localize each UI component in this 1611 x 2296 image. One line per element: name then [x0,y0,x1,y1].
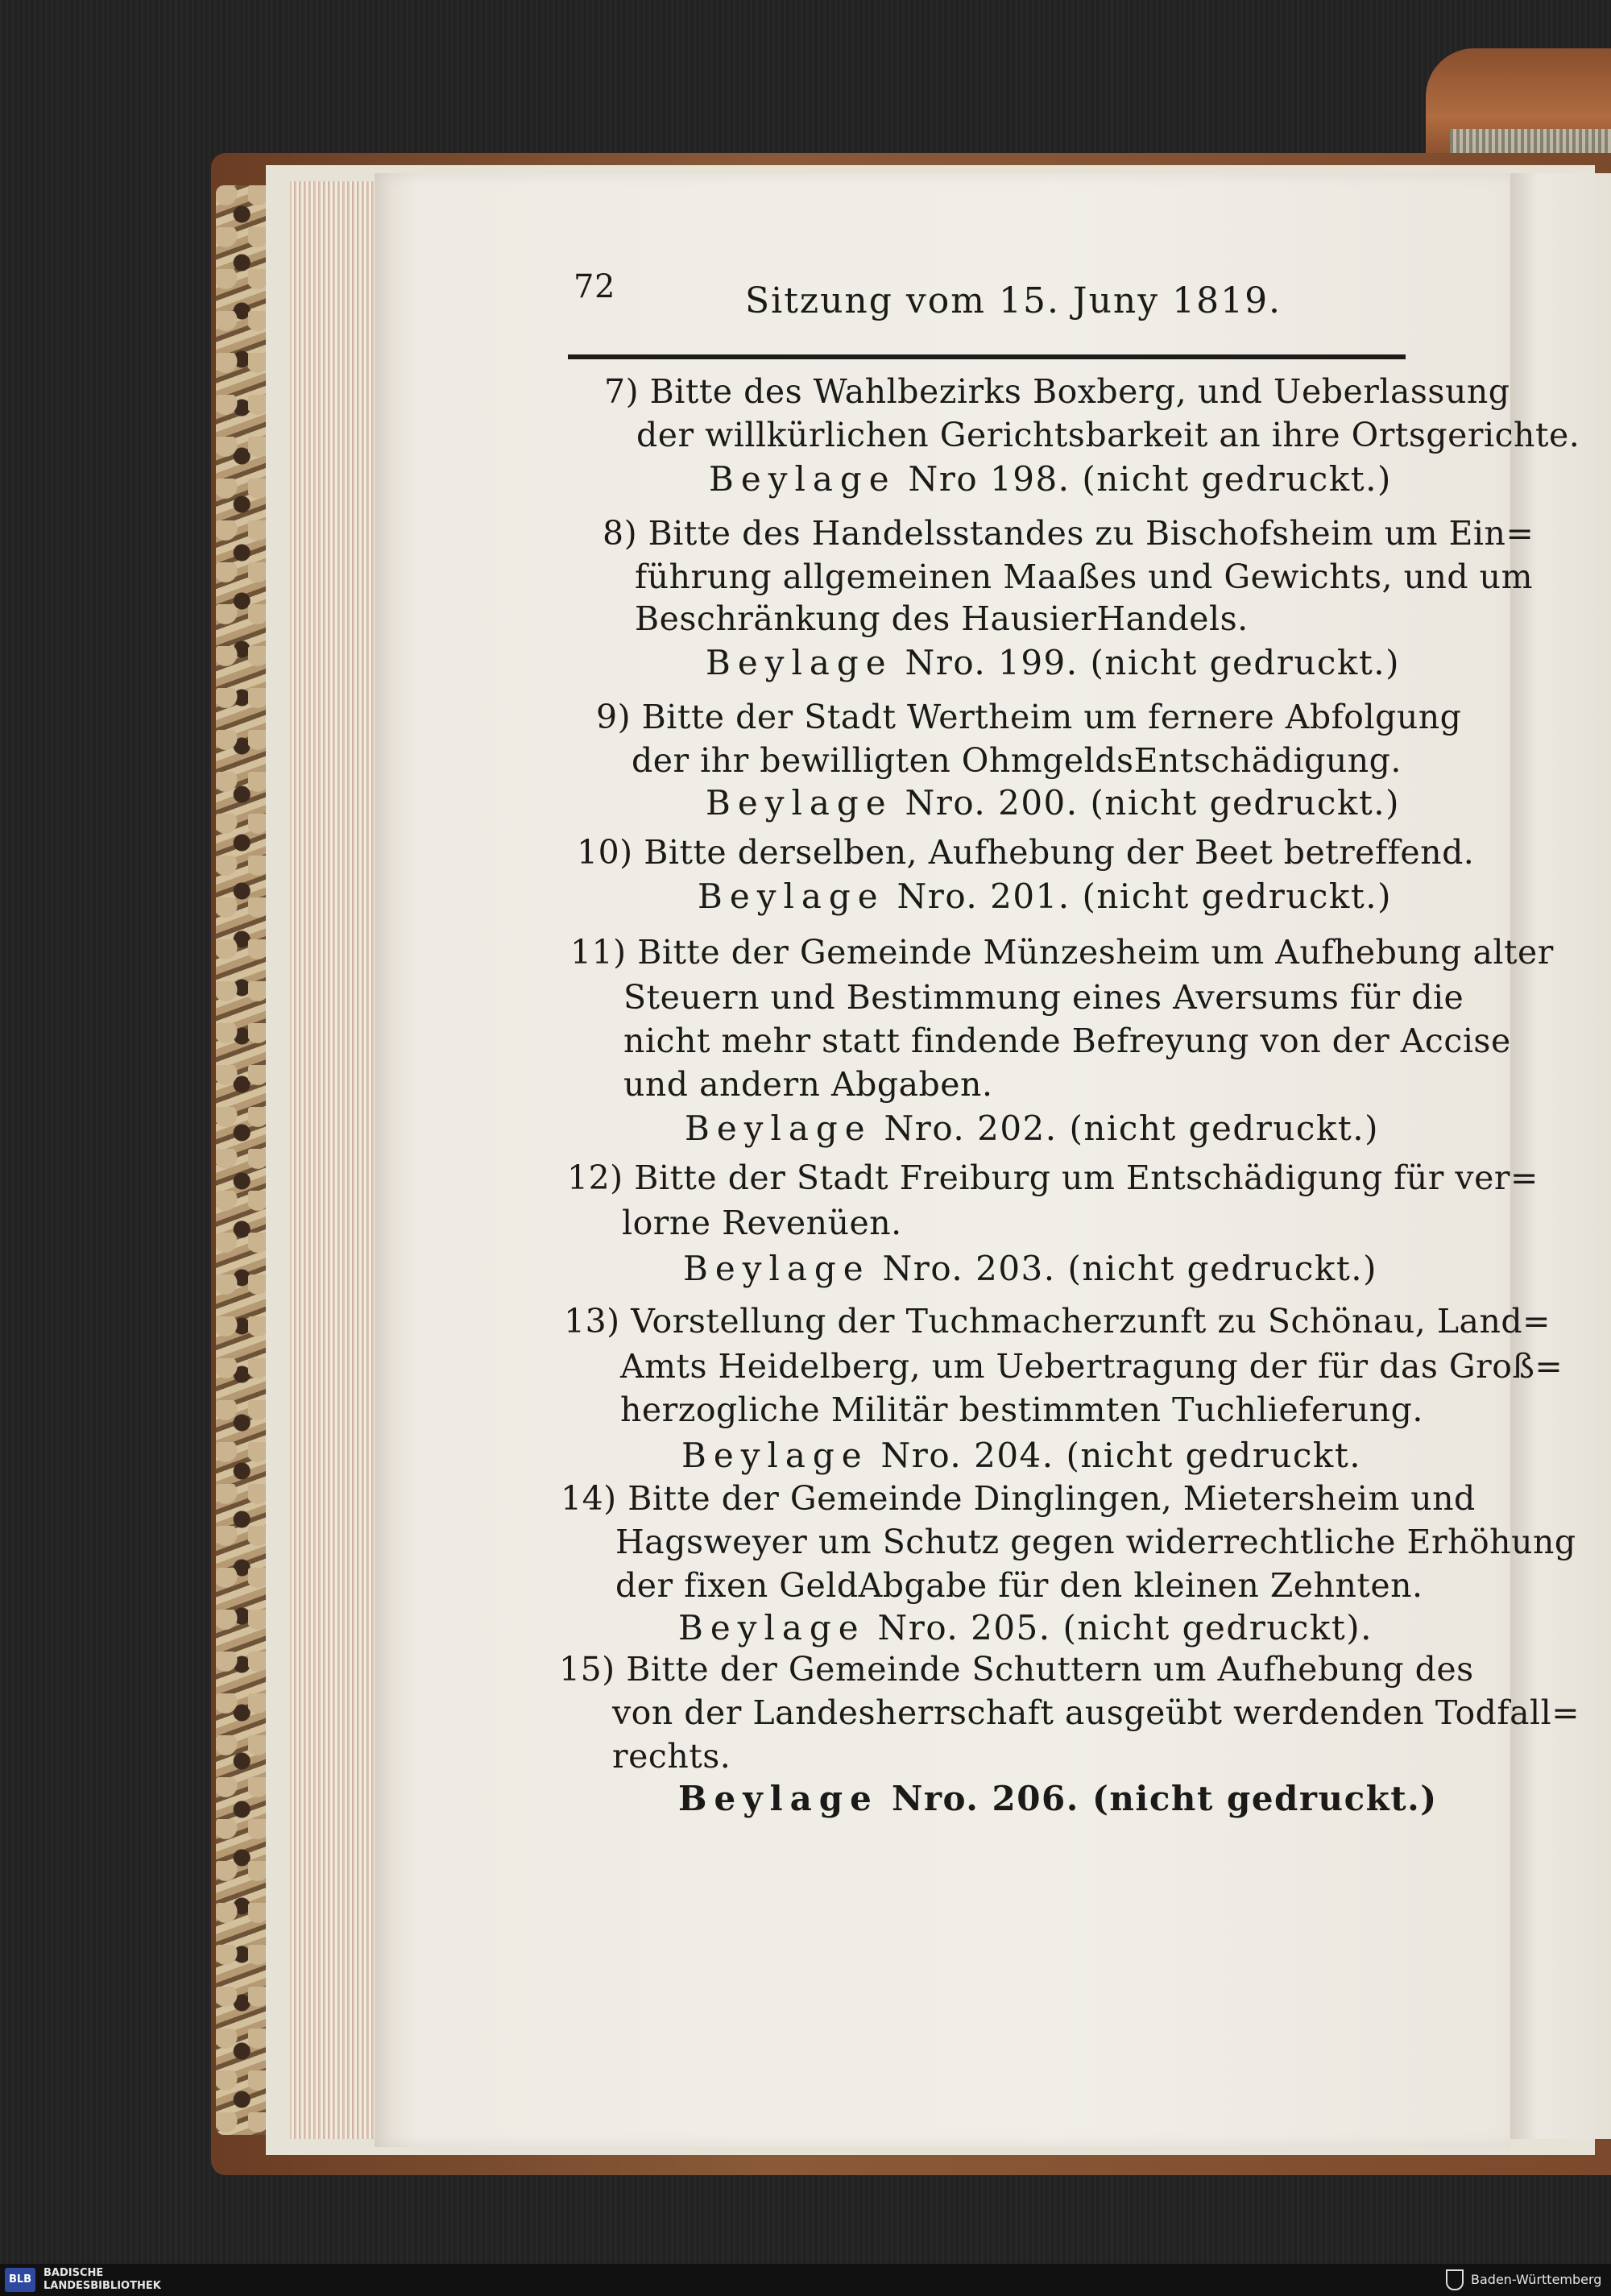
text-line: nicht mehr statt findende Befreyung von der Accise [623,1022,1511,1060]
beylage-ref: Nro. 206. (nicht gedruckt.) [892,1779,1438,1818]
beylage-line [685,1109,1379,1148]
text-line: 8) Bitte des Handelsstandes zu Bischofsheim um Ein= [603,514,1534,553]
facing-page-edge [1506,173,1611,2139]
beylage-ref: Nro. 204. (nicht gedruckt. [880,1436,1362,1475]
beylage-line [698,877,1392,916]
blb-logo-icon: BLB [5,2268,35,2292]
text-line: rechts. [612,1737,731,1776]
beylage-line [706,783,1400,823]
text-line: führung allgemeinen Maaßes und Gewichts, und um [635,557,1533,596]
header-rule [568,354,1406,359]
beylage-ref: Nro. 199. (nicht gedruckt.) [905,643,1400,682]
page-edges [290,181,379,2139]
beylage-label: Beylage [706,783,893,823]
beylage-label: Beylage [685,1109,872,1148]
beylage-ref: Nro. 200. (nicht gedruckt.) [905,783,1400,823]
beylage-line [681,1436,1361,1475]
text-line: 14) Bitte der Gemeinde Dinglingen, Mietersheim und [561,1479,1476,1518]
text-line: und andern Abgaben. [623,1065,993,1104]
beylage-ref: Nro. 203. (nicht gedruckt.) [882,1249,1377,1288]
library-name-line2: LANDESBIBLIOTHEK [43,2280,161,2292]
beylage-line [678,1608,1373,1647]
beylage-line [709,459,1392,499]
beylage-label: Beylage [706,643,893,682]
text-line: 13) Vorstellung der Tuchmacherzunft zu Schönau, Land= [564,1302,1551,1341]
beylage-label: Beylage [683,1249,871,1288]
beylage-label: Beylage [709,459,897,499]
beylage-label: Beylage [681,1436,869,1475]
library-name-line1: BADISCHE [43,2267,104,2279]
text-line: 7) Bitte des Wahlbezirks Boxberg, und Ueberlassung [604,372,1510,411]
beylage-label: Beylage [678,1608,866,1647]
running-head: Sitzung vom 15. Juny 1819. [745,280,1282,321]
beylage-label: Beylage [678,1779,879,1818]
beylage-line [706,643,1400,682]
text-line: der ihr bewilligten OhmgeldsEntschädigung. [632,741,1402,780]
text-line: herzogliche Militär bestimmten Tuchlieferung. [620,1390,1423,1429]
text-line: 10) Bitte derselben, Aufhebung der Beet betreffend. [577,833,1475,872]
text-line: Hagsweyer um Schutz gegen widerrechtliche Erhöhung [615,1523,1576,1561]
beylage-ref: Nro 198. (nicht gedruckt.) [908,459,1392,499]
text-line: 11) Bitte der Gemeinde Münzesheim um Aufhebung alter [570,933,1554,972]
page-number: 72 [574,268,615,305]
text-line: Steuern und Bestimmung eines Aversums für die [623,978,1464,1017]
beylage-ref: Nro. 205. (nicht gedruckt). [877,1608,1373,1647]
state-label: Baden-Württemberg [1471,2272,1602,2287]
text-line: der fixen GeldAbgabe für den kleinen Zehnten. [615,1566,1423,1605]
beylage-ref: Nro. 201. (nicht gedruckt.) [897,877,1392,916]
coat-of-arms-icon [1446,2269,1464,2290]
marbled-cover-edge [216,185,266,2135]
text-line: 12) Bitte der Stadt Freiburg um Entschädigung für ver= [567,1158,1539,1197]
library-name [43,2267,161,2293]
text-line: Beschränkung des HausierHandels. [635,599,1249,638]
text-line: von der Landesherrschaft ausgeübt werdenden Todfall= [612,1693,1580,1732]
text-line: 9) Bitte der Stadt Wertheim um fernere Abfolgung [596,698,1462,736]
beylage-line [678,1779,1438,1818]
text-line: 15) Bitte der Gemeinde Schuttern um Aufhebung des [559,1650,1474,1689]
beylage-label: Beylage [698,877,885,916]
text-line: lorne Revenüen. [622,1204,902,1242]
text-line: der willkürlichen Gerichtsbarkeit an ihre Ortsgerichte. [636,416,1580,454]
beylage-ref: Nro. 202. (nicht gedruckt.) [884,1109,1379,1148]
text-line: Amts Heidelberg, um Uebertragung der für das Groß= [620,1347,1563,1386]
beylage-line [683,1249,1377,1288]
footer-bar [0,2264,1611,2296]
